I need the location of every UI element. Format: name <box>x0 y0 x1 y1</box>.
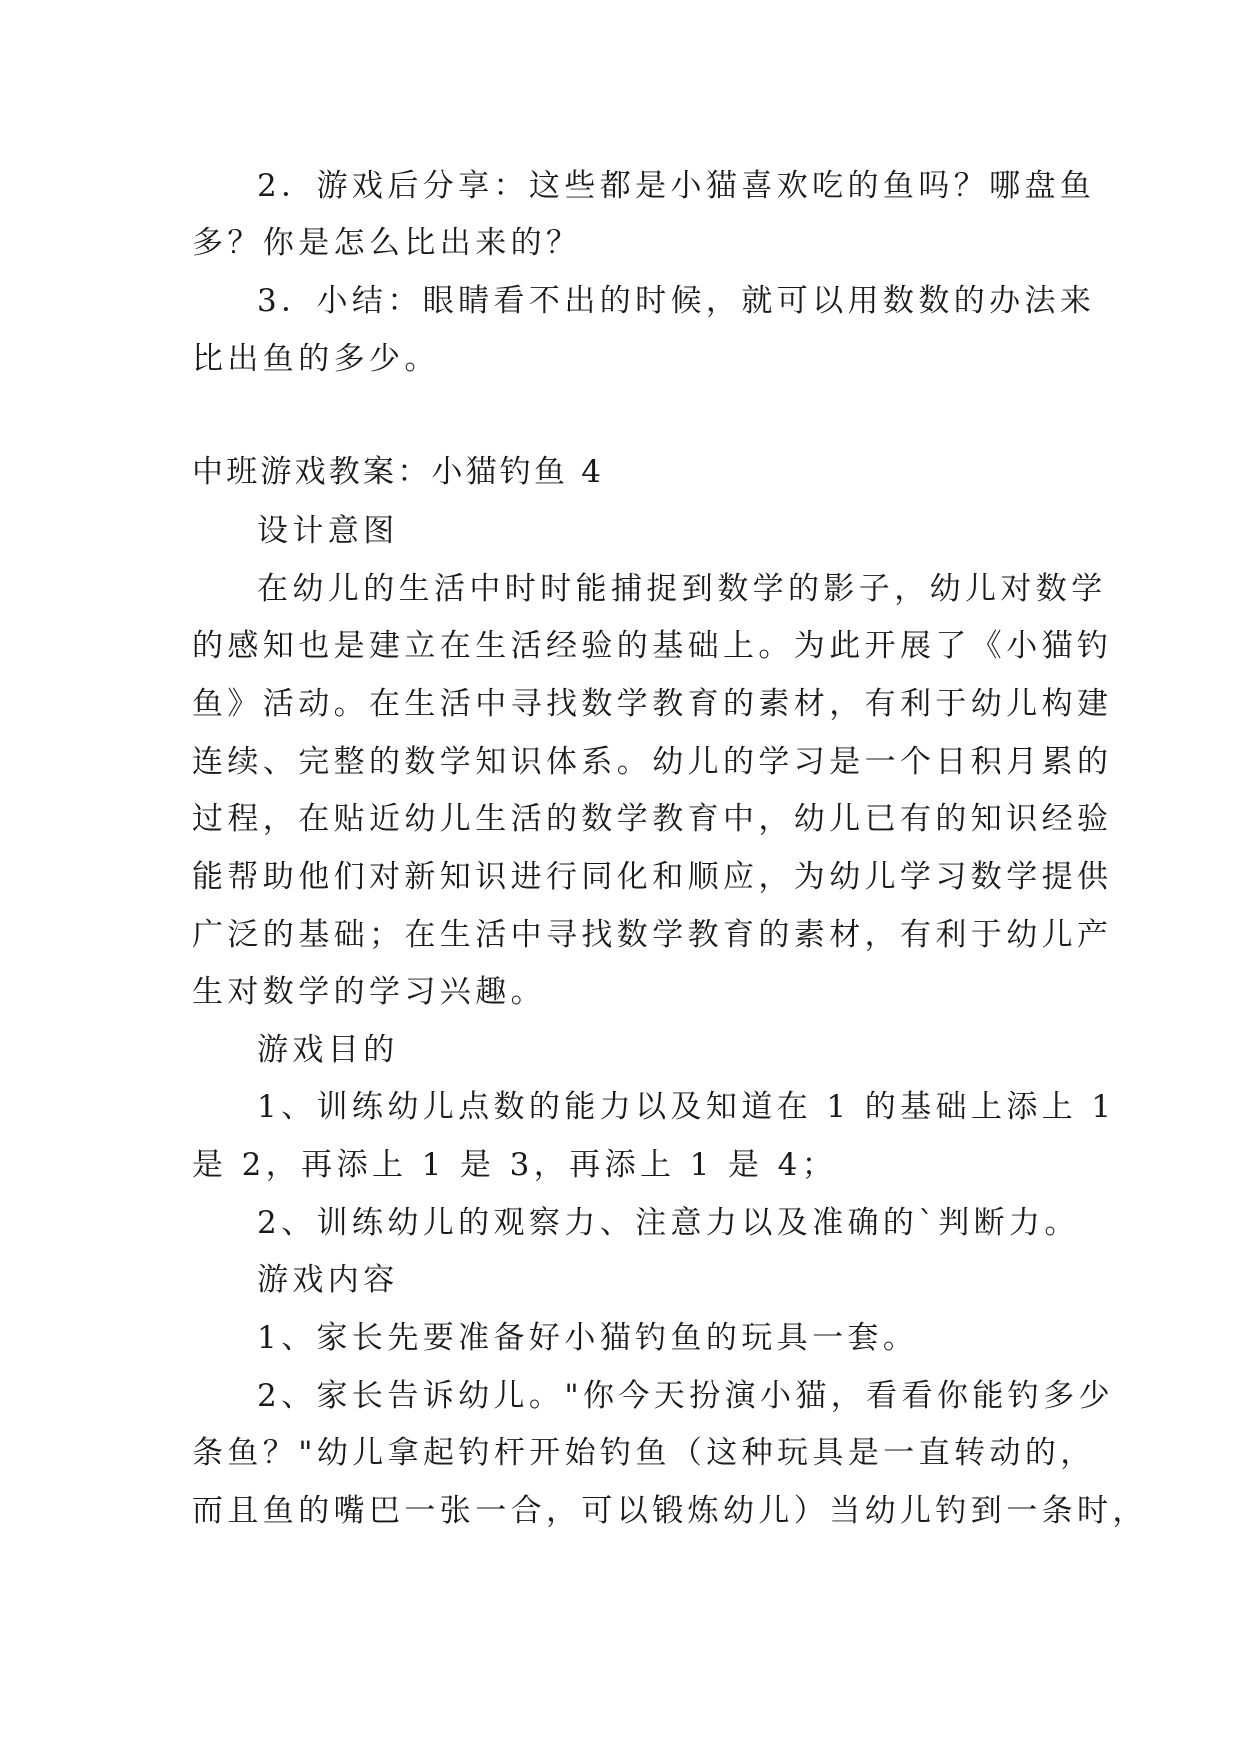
text-line: 的感知也是建立在生活经验的基础上。为此开展了《小猫钓 <box>192 628 1113 664</box>
text-line: 2．游戏后分享：这些都是小猫喜欢吃的鱼吗？哪盘鱼 <box>257 168 1096 204</box>
text-line: 在幼儿的生活中时时能捕捉到数学的影子，幼儿对数学 <box>257 571 1107 607</box>
text-line: 鱼》活动。在生活中寻找数学教育的素材，有利于幼儿构建 <box>192 686 1113 722</box>
text-line: 而且鱼的嘴巴一张一合，可以锻炼幼儿）当幼儿钓到一条时， <box>192 1493 1148 1529</box>
text-line: 能帮助他们对新知识进行同化和顺应，为幼儿学习数学提供 <box>192 859 1113 895</box>
section-heading: 游戏内容 <box>257 1262 399 1298</box>
text-line: 2、训练幼儿的观察力、注意力以及准确的`判断力。 <box>257 1205 1080 1241</box>
text-line: 连续、完整的数学知识体系。幼儿的学习是一个日积月累的 <box>192 744 1113 780</box>
section-heading: 设计意图 <box>257 513 399 549</box>
text-line: 3．小结：眼睛看不出的时候，就可以用数数的办法来 <box>257 283 1096 319</box>
text-line: 2、家长告诉幼儿。"你今天扮演小猫，看看你能钓多少 <box>257 1378 1114 1414</box>
text-line: 生对数学的学习兴趣。 <box>192 974 546 1010</box>
text-line: 条鱼？"幼儿拿起钓杆开始钓鱼（这种玩具是一直转动的， <box>192 1435 1096 1471</box>
text-line: 1、家长先要准备好小猫钓鱼的玩具一套。 <box>257 1320 919 1356</box>
text-line: 是 2，再添上 1 是 3，再添上 1 是 4； <box>192 1147 838 1183</box>
section-title: 中班游戏教案：小猫钓鱼 4 <box>192 454 605 490</box>
text-line: 多？你是怎么比出来的？ <box>192 225 582 261</box>
section-heading: 游戏目的 <box>257 1032 399 1068</box>
text-line: 广泛的基础；在生活中寻找数学教育的素材，有利于幼儿产 <box>192 917 1113 953</box>
text-line: 1、训练幼儿点数的能力以及知道在 1 的基础上添上 1 <box>257 1089 1116 1125</box>
text-line: 比出鱼的多少。 <box>192 341 440 377</box>
text-line: 过程，在贴近幼儿生活的数学教育中，幼儿已有的知识经验 <box>192 801 1113 837</box>
